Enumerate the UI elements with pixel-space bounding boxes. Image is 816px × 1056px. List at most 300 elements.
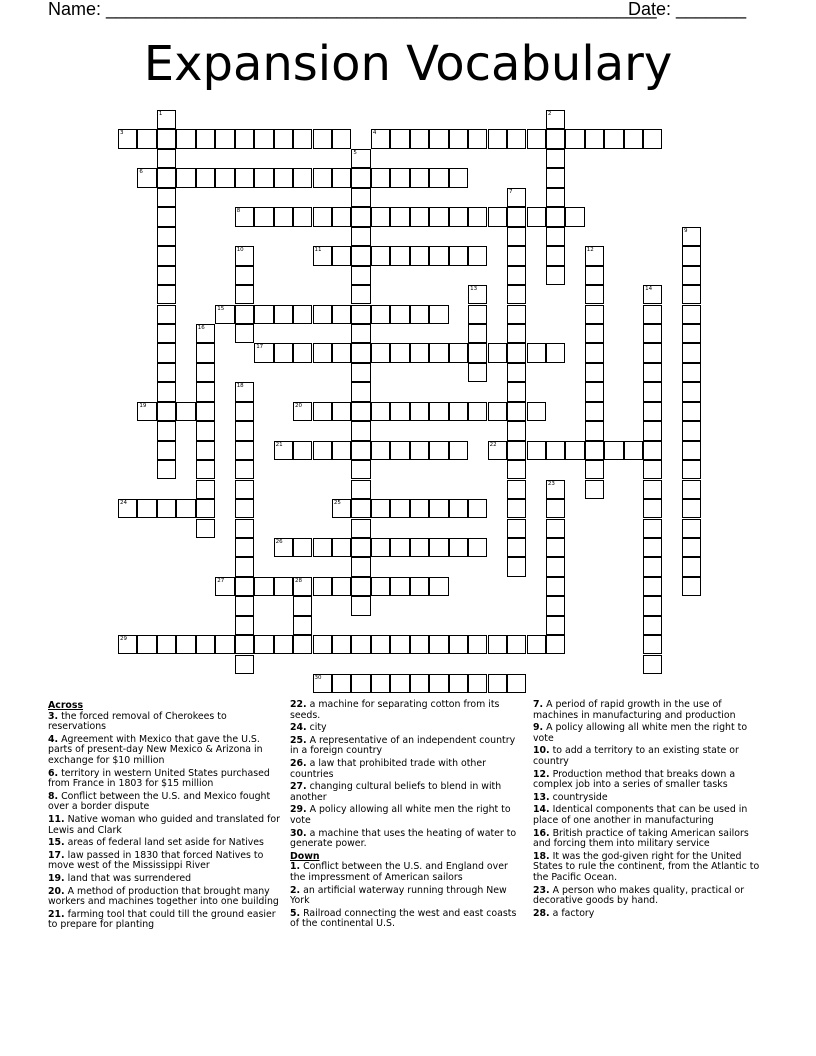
crossword-cell[interactable]: [157, 129, 176, 148]
crossword-cell[interactable]: [196, 168, 215, 187]
crossword-cell[interactable]: [527, 635, 546, 654]
crossword-cell[interactable]: [410, 305, 429, 324]
crossword-cell[interactable]: [157, 188, 176, 207]
crossword-cell[interactable]: [351, 441, 370, 460]
crossword-cell[interactable]: [235, 285, 254, 304]
crossword-cell[interactable]: [410, 499, 429, 518]
crossword-cell[interactable]: [137, 499, 156, 518]
crossword-cell[interactable]: [215, 129, 234, 148]
crossword-cell[interactable]: [429, 305, 448, 324]
crossword-cell[interactable]: [527, 207, 546, 226]
crossword-cell[interactable]: [468, 305, 487, 324]
crossword-cell[interactable]: [313, 635, 332, 654]
crossword-cell[interactable]: [235, 305, 254, 324]
crossword-cell[interactable]: [118, 635, 137, 654]
crossword-cell[interactable]: [507, 285, 526, 304]
crossword-cell[interactable]: [429, 207, 448, 226]
crossword-cell[interactable]: [546, 343, 565, 362]
crossword-cell[interactable]: [546, 557, 565, 576]
crossword-cell[interactable]: [507, 305, 526, 324]
crossword-cell[interactable]: [351, 674, 370, 693]
crossword-cell[interactable]: [332, 538, 351, 557]
crossword-cell[interactable]: [585, 382, 604, 401]
crossword-cell[interactable]: [449, 538, 468, 557]
crossword-cell[interactable]: [215, 305, 234, 324]
crossword-cell[interactable]: [157, 382, 176, 401]
crossword-cell[interactable]: [157, 149, 176, 168]
crossword-cell[interactable]: [585, 266, 604, 285]
crossword-cell[interactable]: [235, 460, 254, 479]
crossword-cell[interactable]: [351, 266, 370, 285]
crossword-cell[interactable]: [643, 285, 662, 304]
crossword-cell[interactable]: [332, 499, 351, 518]
crossword-cell[interactable]: [643, 402, 662, 421]
crossword-cell[interactable]: [215, 168, 234, 187]
crossword-cell[interactable]: [390, 577, 409, 596]
crossword-cell[interactable]: [176, 129, 195, 148]
crossword-cell[interactable]: [157, 266, 176, 285]
crossword-cell[interactable]: [196, 519, 215, 538]
crossword-cell[interactable]: [468, 499, 487, 518]
crossword-cell[interactable]: [527, 402, 546, 421]
crossword-cell[interactable]: [390, 207, 409, 226]
crossword-cell[interactable]: [235, 168, 254, 187]
crossword-cell[interactable]: [507, 382, 526, 401]
crossword-cell[interactable]: [643, 538, 662, 557]
crossword-cell[interactable]: [293, 129, 312, 148]
crossword-cell[interactable]: [351, 421, 370, 440]
crossword-cell[interactable]: [488, 402, 507, 421]
crossword-cell[interactable]: [507, 557, 526, 576]
crossword-cell[interactable]: [527, 441, 546, 460]
crossword-cell[interactable]: [235, 421, 254, 440]
crossword-cell[interactable]: [468, 129, 487, 148]
crossword-cell[interactable]: [468, 343, 487, 362]
crossword-cell[interactable]: [507, 674, 526, 693]
crossword-cell[interactable]: [682, 460, 701, 479]
crossword-cell[interactable]: [585, 246, 604, 265]
crossword-cell[interactable]: [137, 635, 156, 654]
crossword-cell[interactable]: [274, 168, 293, 187]
crossword-cell[interactable]: [390, 305, 409, 324]
crossword-cell[interactable]: [546, 616, 565, 635]
crossword-cell[interactable]: [546, 441, 565, 460]
crossword-cell[interactable]: [371, 129, 390, 148]
crossword-cell[interactable]: [313, 577, 332, 596]
crossword-cell[interactable]: [332, 343, 351, 362]
crossword-cell[interactable]: [507, 402, 526, 421]
crossword-cell[interactable]: [643, 129, 662, 148]
crossword-cell[interactable]: [507, 207, 526, 226]
crossword-cell[interactable]: [332, 305, 351, 324]
crossword-cell[interactable]: [585, 343, 604, 362]
crossword-cell[interactable]: [410, 635, 429, 654]
crossword-cell[interactable]: [390, 402, 409, 421]
crossword-cell[interactable]: [643, 655, 662, 674]
crossword-cell[interactable]: [565, 129, 584, 148]
crossword-cell[interactable]: [157, 246, 176, 265]
crossword-cell[interactable]: [682, 227, 701, 246]
crossword-cell[interactable]: [410, 207, 429, 226]
crossword-cell[interactable]: [351, 402, 370, 421]
crossword-cell[interactable]: [293, 635, 312, 654]
crossword-cell[interactable]: [157, 460, 176, 479]
crossword-cell[interactable]: [643, 343, 662, 362]
crossword-cell[interactable]: [585, 363, 604, 382]
crossword-cell[interactable]: [274, 577, 293, 596]
crossword-cell[interactable]: [390, 129, 409, 148]
crossword-cell[interactable]: [235, 246, 254, 265]
crossword-cell[interactable]: [254, 577, 273, 596]
crossword-cell[interactable]: [118, 499, 137, 518]
crossword-cell[interactable]: [371, 168, 390, 187]
crossword-cell[interactable]: [449, 168, 468, 187]
crossword-cell[interactable]: [468, 285, 487, 304]
crossword-cell[interactable]: [313, 441, 332, 460]
crossword-cell[interactable]: [449, 207, 468, 226]
crossword-cell[interactable]: [351, 635, 370, 654]
crossword-cell[interactable]: [585, 441, 604, 460]
crossword-cell[interactable]: [332, 246, 351, 265]
crossword-cell[interactable]: [332, 129, 351, 148]
crossword-cell[interactable]: [390, 246, 409, 265]
crossword-cell[interactable]: [429, 343, 448, 362]
crossword-cell[interactable]: [235, 655, 254, 674]
crossword-cell[interactable]: [351, 538, 370, 557]
crossword-cell[interactable]: [254, 635, 273, 654]
crossword-cell[interactable]: [643, 382, 662, 401]
crossword-cell[interactable]: [410, 577, 429, 596]
crossword-cell[interactable]: [488, 207, 507, 226]
crossword-cell[interactable]: [410, 441, 429, 460]
crossword-cell[interactable]: [332, 402, 351, 421]
crossword-cell[interactable]: [585, 305, 604, 324]
crossword-cell[interactable]: [274, 305, 293, 324]
crossword-cell[interactable]: [196, 129, 215, 148]
crossword-cell[interactable]: [507, 227, 526, 246]
crossword-cell[interactable]: [274, 129, 293, 148]
crossword-cell[interactable]: [643, 616, 662, 635]
crossword-cell[interactable]: [157, 402, 176, 421]
crossword-cell[interactable]: [507, 324, 526, 343]
crossword-cell[interactable]: [468, 324, 487, 343]
crossword-cell[interactable]: [313, 246, 332, 265]
crossword-cell[interactable]: [351, 324, 370, 343]
crossword-cell[interactable]: [507, 266, 526, 285]
crossword-cell[interactable]: [196, 499, 215, 518]
crossword-cell[interactable]: [410, 129, 429, 148]
crossword-cell[interactable]: [293, 538, 312, 557]
crossword-cell[interactable]: [585, 129, 604, 148]
crossword-cell[interactable]: [235, 557, 254, 576]
crossword-cell[interactable]: [313, 129, 332, 148]
crossword-cell[interactable]: [546, 168, 565, 187]
crossword-cell[interactable]: [507, 363, 526, 382]
crossword-cell[interactable]: [643, 480, 662, 499]
crossword-cell[interactable]: [682, 246, 701, 265]
crossword-cell[interactable]: [351, 363, 370, 382]
crossword-cell[interactable]: [293, 305, 312, 324]
crossword-cell[interactable]: [643, 519, 662, 538]
crossword-cell[interactable]: [371, 635, 390, 654]
crossword-cell[interactable]: [196, 402, 215, 421]
crossword-cell[interactable]: [468, 538, 487, 557]
crossword-cell[interactable]: [196, 382, 215, 401]
crossword-cell[interactable]: [449, 343, 468, 362]
crossword-cell[interactable]: [488, 343, 507, 362]
crossword-cell[interactable]: [546, 596, 565, 615]
crossword-cell[interactable]: [293, 596, 312, 615]
crossword-cell[interactable]: [643, 557, 662, 576]
crossword-cell[interactable]: [157, 363, 176, 382]
crossword-cell[interactable]: [157, 441, 176, 460]
crossword-cell[interactable]: [682, 266, 701, 285]
crossword-cell[interactable]: [196, 421, 215, 440]
crossword-cell[interactable]: [507, 635, 526, 654]
crossword-cell[interactable]: [682, 441, 701, 460]
crossword-cell[interactable]: [643, 635, 662, 654]
crossword-cell[interactable]: [546, 227, 565, 246]
crossword-cell[interactable]: [468, 246, 487, 265]
crossword-cell[interactable]: [332, 635, 351, 654]
crossword-cell[interactable]: [468, 363, 487, 382]
crossword-cell[interactable]: [254, 168, 273, 187]
crossword-cell[interactable]: [604, 129, 623, 148]
crossword-cell[interactable]: [157, 499, 176, 518]
crossword-cell[interactable]: [137, 168, 156, 187]
crossword-cell[interactable]: [682, 577, 701, 596]
crossword-cell[interactable]: [235, 480, 254, 499]
crossword-cell[interactable]: [137, 402, 156, 421]
crossword-cell[interactable]: [643, 324, 662, 343]
crossword-cell[interactable]: [332, 207, 351, 226]
crossword-cell[interactable]: [157, 421, 176, 440]
crossword-cell[interactable]: [468, 402, 487, 421]
crossword-cell[interactable]: [643, 577, 662, 596]
crossword-cell[interactable]: [371, 246, 390, 265]
crossword-cell[interactable]: [682, 557, 701, 576]
crossword-cell[interactable]: [410, 246, 429, 265]
crossword-cell[interactable]: [546, 577, 565, 596]
crossword-cell[interactable]: [546, 149, 565, 168]
crossword-cell[interactable]: [351, 188, 370, 207]
crossword-cell[interactable]: [235, 519, 254, 538]
crossword-cell[interactable]: [429, 499, 448, 518]
crossword-cell[interactable]: [546, 635, 565, 654]
crossword-cell[interactable]: [351, 519, 370, 538]
crossword-cell[interactable]: [449, 635, 468, 654]
crossword-cell[interactable]: [351, 207, 370, 226]
crossword-cell[interactable]: [585, 480, 604, 499]
crossword-cell[interactable]: [682, 402, 701, 421]
crossword-cell[interactable]: [546, 246, 565, 265]
crossword-cell[interactable]: [371, 305, 390, 324]
crossword-cell[interactable]: [682, 363, 701, 382]
crossword-cell[interactable]: [546, 480, 565, 499]
crossword-cell[interactable]: [371, 343, 390, 362]
crossword-cell[interactable]: [527, 129, 546, 148]
crossword-cell[interactable]: [507, 188, 526, 207]
crossword-cell[interactable]: [410, 674, 429, 693]
crossword-cell[interactable]: [429, 402, 448, 421]
crossword-cell[interactable]: [332, 441, 351, 460]
crossword-cell[interactable]: [351, 460, 370, 479]
crossword-cell[interactable]: [682, 480, 701, 499]
crossword-cell[interactable]: [351, 382, 370, 401]
crossword-cell[interactable]: [313, 305, 332, 324]
crossword-cell[interactable]: [196, 441, 215, 460]
crossword-cell[interactable]: [332, 577, 351, 596]
crossword-cell[interactable]: [176, 499, 195, 518]
crossword-cell[interactable]: [176, 402, 195, 421]
crossword-cell[interactable]: [351, 480, 370, 499]
crossword-cell[interactable]: [585, 421, 604, 440]
crossword-cell[interactable]: [585, 402, 604, 421]
crossword-cell[interactable]: [351, 168, 370, 187]
crossword-cell[interactable]: [449, 129, 468, 148]
crossword-cell[interactable]: [390, 168, 409, 187]
date-field[interactable]: Date: _______: [628, 0, 747, 19]
crossword-cell[interactable]: [643, 596, 662, 615]
crossword-cell[interactable]: [293, 441, 312, 460]
crossword-cell[interactable]: [254, 305, 273, 324]
crossword-cell[interactable]: [293, 207, 312, 226]
crossword-cell[interactable]: [351, 285, 370, 304]
crossword-cell[interactable]: [624, 129, 643, 148]
crossword-cell[interactable]: [410, 343, 429, 362]
crossword-cell[interactable]: [293, 402, 312, 421]
crossword-cell[interactable]: [643, 363, 662, 382]
crossword-cell[interactable]: [215, 635, 234, 654]
crossword-cell[interactable]: [449, 246, 468, 265]
crossword-cell[interactable]: [371, 674, 390, 693]
crossword-cell[interactable]: [507, 421, 526, 440]
crossword-cell[interactable]: [585, 324, 604, 343]
crossword-cell[interactable]: [313, 168, 332, 187]
crossword-cell[interactable]: [507, 480, 526, 499]
crossword-cell[interactable]: [488, 674, 507, 693]
crossword-cell[interactable]: [196, 480, 215, 499]
crossword-cell[interactable]: [215, 577, 234, 596]
crossword-cell[interactable]: [507, 246, 526, 265]
crossword-cell[interactable]: [254, 129, 273, 148]
crossword-cell[interactable]: [274, 343, 293, 362]
crossword-cell[interactable]: [585, 285, 604, 304]
crossword-cell[interactable]: [351, 577, 370, 596]
crossword-cell[interactable]: [546, 499, 565, 518]
crossword-cell[interactable]: [313, 538, 332, 557]
crossword-cell[interactable]: [682, 499, 701, 518]
crossword-cell[interactable]: [488, 129, 507, 148]
crossword-cell[interactable]: [449, 499, 468, 518]
crossword-cell[interactable]: [410, 538, 429, 557]
crossword-cell[interactable]: [196, 324, 215, 343]
crossword-cell[interactable]: [157, 110, 176, 129]
crossword-cell[interactable]: [313, 207, 332, 226]
crossword-cell[interactable]: [371, 441, 390, 460]
crossword-cell[interactable]: [351, 246, 370, 265]
crossword-cell[interactable]: [254, 343, 273, 362]
crossword-cell[interactable]: [235, 402, 254, 421]
crossword-cell[interactable]: [429, 246, 448, 265]
crossword-cell[interactable]: [351, 596, 370, 615]
crossword-cell[interactable]: [449, 402, 468, 421]
crossword-cell[interactable]: [429, 168, 448, 187]
crossword-cell[interactable]: [235, 577, 254, 596]
crossword-cell[interactable]: [390, 674, 409, 693]
crossword-cell[interactable]: [429, 538, 448, 557]
crossword-cell[interactable]: [429, 635, 448, 654]
crossword-cell[interactable]: [313, 402, 332, 421]
crossword-cell[interactable]: [488, 635, 507, 654]
crossword-cell[interactable]: [274, 207, 293, 226]
crossword-cell[interactable]: [682, 324, 701, 343]
crossword-cell[interactable]: [371, 538, 390, 557]
crossword-cell[interactable]: [196, 363, 215, 382]
crossword-cell[interactable]: [682, 519, 701, 538]
crossword-cell[interactable]: [157, 227, 176, 246]
crossword-cell[interactable]: [293, 168, 312, 187]
crossword-cell[interactable]: [371, 499, 390, 518]
crossword-cell[interactable]: [157, 168, 176, 187]
crossword-cell[interactable]: [682, 538, 701, 557]
crossword-cell[interactable]: [449, 674, 468, 693]
crossword-cell[interactable]: [293, 616, 312, 635]
crossword-cell[interactable]: [390, 499, 409, 518]
crossword-cell[interactable]: [429, 441, 448, 460]
crossword-cell[interactable]: [390, 343, 409, 362]
crossword-cell[interactable]: [643, 441, 662, 460]
crossword-cell[interactable]: [274, 538, 293, 557]
crossword-cell[interactable]: [546, 188, 565, 207]
crossword-cell[interactable]: [351, 305, 370, 324]
crossword-cell[interactable]: [235, 596, 254, 615]
crossword-cell[interactable]: [293, 577, 312, 596]
crossword-cell[interactable]: [682, 382, 701, 401]
crossword-cell[interactable]: [235, 635, 254, 654]
crossword-cell[interactable]: [235, 207, 254, 226]
crossword-cell[interactable]: [507, 441, 526, 460]
crossword-cell[interactable]: [371, 402, 390, 421]
crossword-cell[interactable]: [507, 129, 526, 148]
crossword-cell[interactable]: [546, 110, 565, 129]
crossword-cell[interactable]: [488, 441, 507, 460]
crossword-cell[interactable]: [410, 168, 429, 187]
crossword-cell[interactable]: [157, 635, 176, 654]
crossword-cell[interactable]: [157, 343, 176, 362]
name-field[interactable]: Name: _______________________________________________________: [48, 0, 657, 19]
crossword-cell[interactable]: [429, 129, 448, 148]
crossword-cell[interactable]: [507, 460, 526, 479]
crossword-cell[interactable]: [196, 343, 215, 362]
crossword-cell[interactable]: [565, 441, 584, 460]
crossword-cell[interactable]: [351, 499, 370, 518]
crossword-cell[interactable]: [390, 635, 409, 654]
crossword-cell[interactable]: [643, 460, 662, 479]
crossword-cell[interactable]: [390, 441, 409, 460]
crossword-cell[interactable]: [507, 499, 526, 518]
crossword-cell[interactable]: [682, 421, 701, 440]
crossword-cell[interactable]: [351, 227, 370, 246]
crossword-cell[interactable]: [351, 343, 370, 362]
crossword-cell[interactable]: [351, 149, 370, 168]
crossword-cell[interactable]: [176, 635, 195, 654]
crossword-cell[interactable]: [235, 382, 254, 401]
crossword-cell[interactable]: [546, 538, 565, 557]
crossword-cell[interactable]: [137, 129, 156, 148]
crossword-cell[interactable]: [235, 266, 254, 285]
crossword-cell[interactable]: [371, 207, 390, 226]
